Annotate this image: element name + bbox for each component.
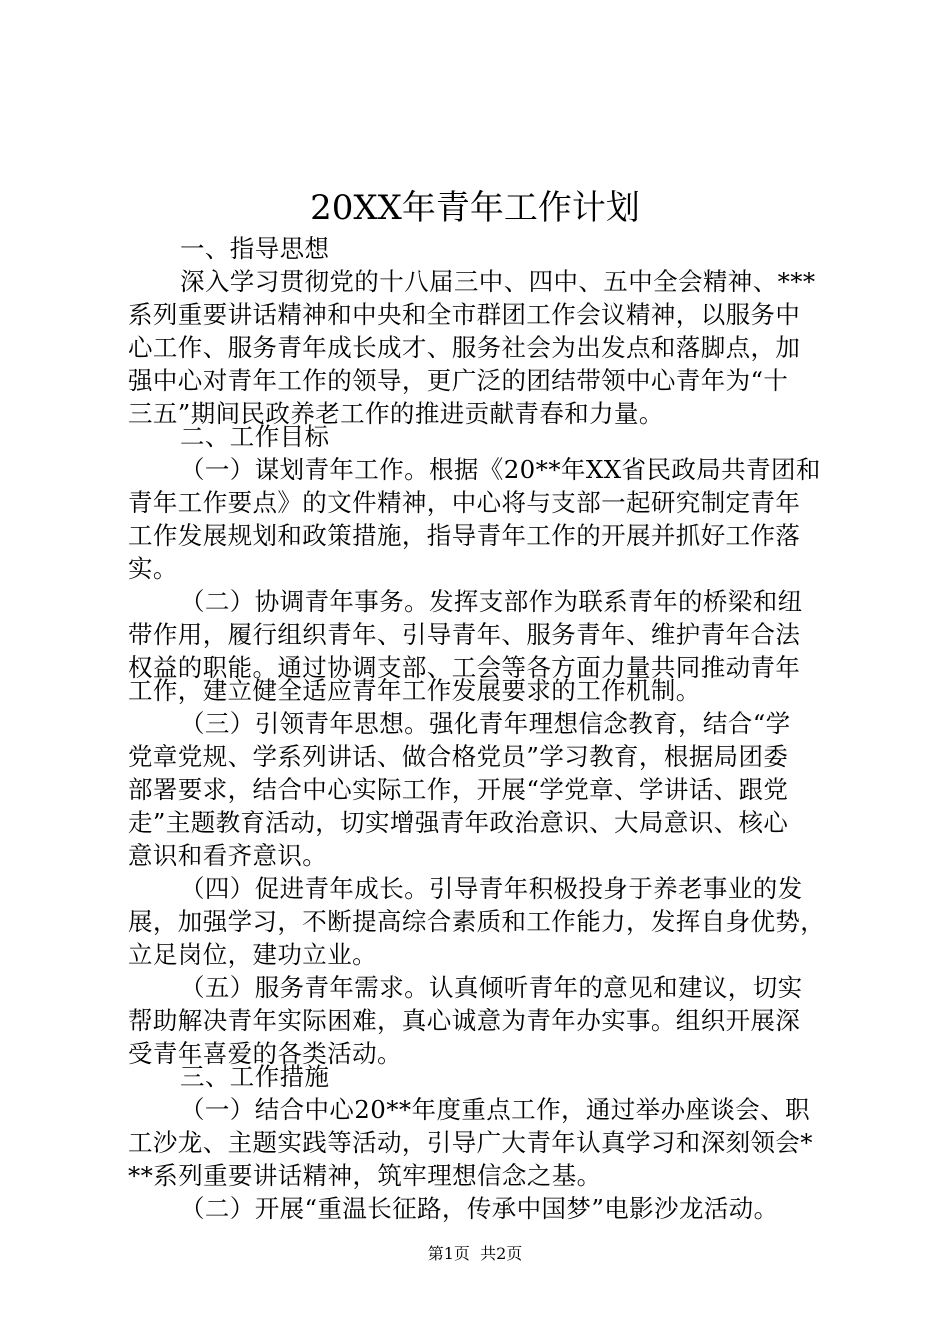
text-line: （四）促进青年成长。引导青年积极投身于养老事业的发 [180,874,803,903]
text-line: 展，加强学习，不断提高综合素质和工作能力，发挥自身优势， [128,907,826,936]
text-line: 工作发展规划和政策措施，指导青年工作的开展并抓好工作落 [128,521,801,550]
text-line: 强中心对青年工作的领导，更广泛的团结带领中心青年为“十 [128,366,789,395]
section-heading-2: 二、工作目标 [180,422,330,451]
text-line: （三）引领青年思想。强化青年理想信念教育，结合“学 [180,709,791,738]
text-line: 立足岗位，建功立业。 [128,940,377,969]
text-line: 三五”期间民政养老工作的推进贡献青春和力量。 [128,399,664,428]
text-line: 实。 [128,554,178,583]
text-line: （一）结合中心20**年度重点工作，通过举办座谈会、职 [180,1095,810,1124]
document-title: 20XX年青年工作计划 [310,188,640,228]
text-line: 工沙龙、主题实践等活动，引导广大青年认真学习和深刻领会* [128,1128,813,1157]
section-heading-1: 一、指导思想 [180,234,330,263]
text-line: 意识和看齐意识。 [128,841,328,870]
text-line: 系列重要讲话精神和中央和全市群团工作会议精神，以服务中 [128,300,801,329]
text-line: 心工作、服务青年成长成才、服务社会为出发点和落脚点，加 [128,333,801,362]
page-number-footer: 第1页 共2页 [427,1244,523,1263]
text-line: 受青年喜爱的各类活动。 [128,1039,402,1068]
text-line: 带作用，履行组织青年、引导青年、服务青年、维护青年合法 [128,620,801,649]
text-line: 帮助解决青年实际困难，真心诚意为青年办实事。组织开展深 [128,1006,801,1035]
text-line: （二）协调青年事务。发挥支部作为联系青年的桥梁和纽 [180,587,803,616]
text-line: 走”主题教育活动，切实增强青年政治意识、大局意识、核心 [128,808,789,837]
text-line: （二）开展“重温长征路，传承中国梦”电影沙龙活动。 [180,1194,779,1223]
text-line: 工作，建立健全适应青年工作发展要求的工作机制。 [128,676,701,705]
text-line: （一）谋划青年工作。根据《20**年XX省民政局共青团和 [180,455,821,484]
text-line: 党章党规、学系列讲话、做合格党员”学习教育，根据局团委 [128,742,789,771]
text-line: 部署要求，结合中心实际工作，开展“学党章、学讲话、跟党 [128,775,789,804]
text-line: 深入学习贯彻党的十八届三中、四中、五中全会精神、*** [180,267,816,296]
text-line: 青年工作要点》的文件精神，中心将与支部一起研究制定青年 [128,488,801,517]
text-line: 权益的职能。通过协调支部、工会等各方面力量共同推动青年 [128,653,801,682]
text-line: （五）服务青年需求。认真倾听青年的意见和建议，切实 [180,973,803,1002]
text-line: **系列重要讲话精神，筑牢理想信念之基。 [128,1161,602,1190]
section-heading-3: 三、工作措施 [180,1062,330,1091]
